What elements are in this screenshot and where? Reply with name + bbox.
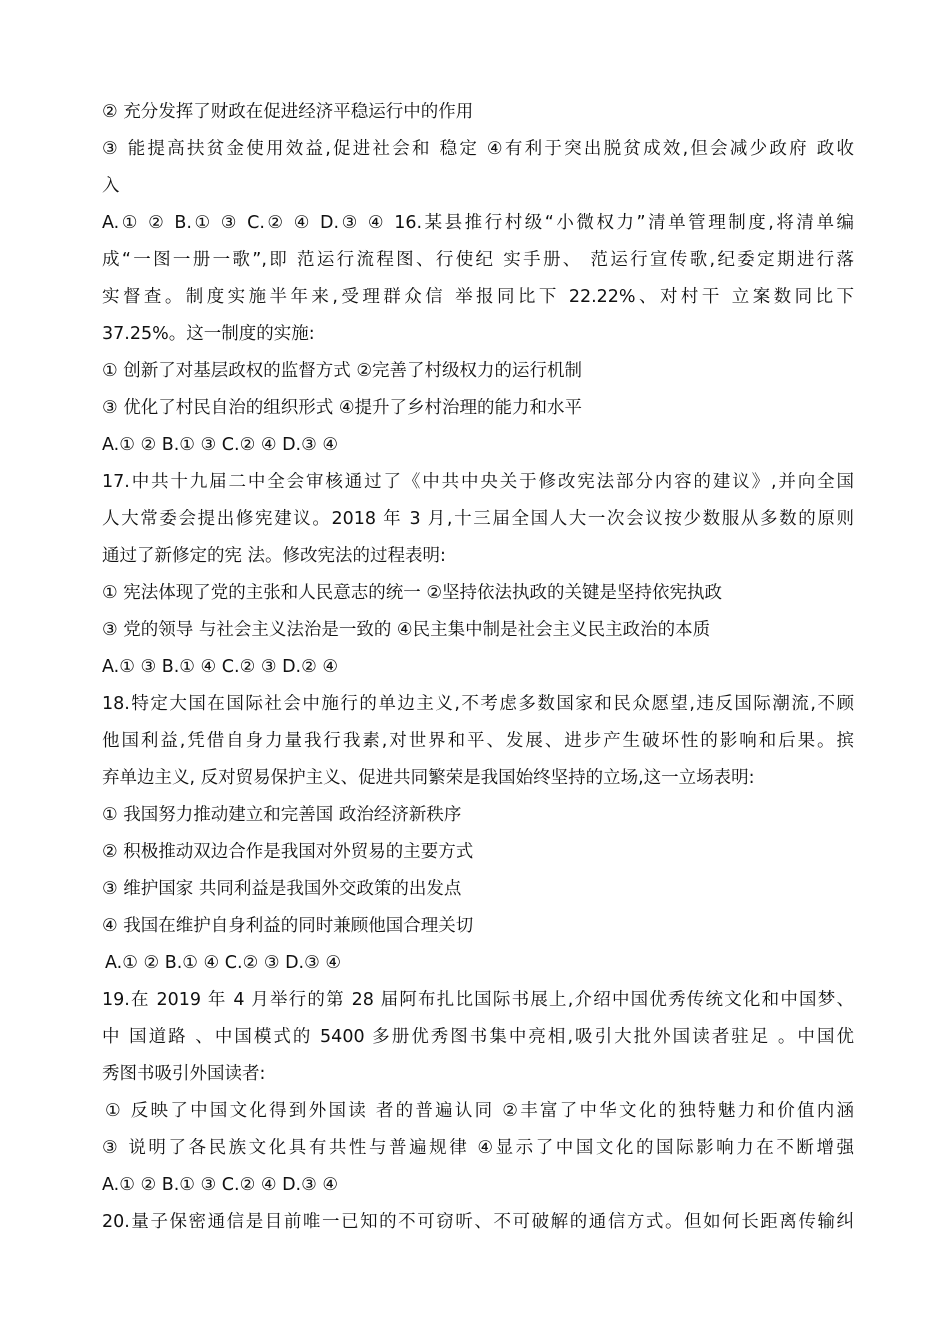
answer-choices: A.① ② B.① ③ C.② ④ D.③ ④	[102, 435, 339, 455]
document-page	[102, 94, 854, 1241]
question-19-line: 19.在 2019 年 4 月举行的第 28 届阿布扎比国际书展上,介绍中国优秀传统文化和中国梦、	[102, 990, 854, 1010]
question-17-line: 通过了新修定的宪 法。修改宪法的过程表明:	[102, 546, 446, 566]
answer-choices: A.① ③ B.① ④ C.② ③ D.② ④	[102, 657, 339, 677]
question-17-line: 17.中共十九届二中全会审核通过了《中共中央关于修改宪法部分内容的建议》,并向全国	[102, 472, 854, 492]
question-18-line: 他国利益,凭借自身力量我行我素,对世界和平、发展、进步产生破坏性的影响和后果。摈	[102, 731, 854, 751]
option-line: ① 宪法体现了党的主张和人民意志的统一 ②坚持依法执政的关键是坚持依宪执政	[102, 583, 722, 603]
option-line: ③ 维护国家 共同利益是我国外交政策的出发点	[102, 879, 462, 899]
question-20-line: 20.量子保密通信是目前唯一已知的不可窃听、不可破解的通信方式。但如何长距离传输纠	[102, 1212, 854, 1232]
answer-choices: A.① ② B.① ④ C.② ③ D.③ ④	[105, 953, 342, 973]
option-line: ③ 优化了村民自治的组织形式 ④提升了乡村治理的能力和水平	[102, 398, 583, 418]
question-16-line: 成“一图一册一歌”,即 范运行流程图、行使纪 实手册、 范运行宣传歌,纪委定期进行落	[102, 250, 854, 270]
option-line: ④ 我国在维护自身利益的同时兼顾他国合理关切	[102, 916, 474, 936]
option-line: ② 积极推动双边合作是我国对外贸易的主要方式	[102, 842, 474, 862]
question-18-line: 18.特定大国在国际社会中施行的单边主义,不考虑多数国家和民众愿望,违反国际潮流,不顾	[102, 694, 854, 714]
option-line: ② 充分发挥了财政在促进经济平稳运行中的作用	[102, 102, 474, 122]
option-line: ③ 能提高扶贫金使用效益,促进社会和 稳定 ④有利于突出脱贫成效,但会减少政府 政收	[102, 139, 854, 159]
question-18-line: 弃单边主义, 反对贸易保护主义、促进共同繁荣是我国始终坚持的立场,这一立场表明:	[102, 768, 755, 788]
question-16-line: 37.25%。这一制度的实施:	[102, 324, 315, 344]
option-line: ① 创新了对基层政权的监督方式 ②完善了村级权力的运行机制	[102, 361, 583, 381]
text-line: 入	[102, 176, 120, 196]
question-17-line: 人大常委会提出修宪建议。2018 年 3 月,十三届全国人大一次会议按少数服从多数的原则	[102, 509, 854, 529]
question-19-line: 秀图书吸引外国读者:	[102, 1064, 266, 1084]
question-19-line: 中 国道路 、中国模式的 5400 多册优秀图书集中亮相,吸引大批外国读者驻足 。中国优	[102, 1027, 854, 1047]
option-line: ① 反映了中国文化得到外国读 者的普遍认同 ②丰富了中华文化的独特魅力和价值内涵	[105, 1101, 854, 1121]
answer-choices: A.① ② B.① ③ C.② ④ D.③ ④	[102, 1175, 339, 1195]
option-line: ① 我国努力推动建立和完善国 政治经济新秩序	[102, 805, 462, 825]
question-16-line: A.① ② B.① ③ C.② ④ D.③ ④ 16.某县推行村级“小微权力”清单管理制度,将清单编	[102, 213, 854, 233]
question-16-line: 实督查。制度实施半年来,受理群众信 举报同比下 22.22%、对村干 立案数同比下	[102, 287, 854, 307]
option-line: ③ 党的领导 与社会主义法治是一致的 ④民主集中制是社会主义民主政治的本质	[102, 620, 711, 640]
option-line: ③ 说明了各民族文化具有共性与普遍规律 ④显示了中国文化的国际影响力在不断增强	[102, 1138, 854, 1158]
